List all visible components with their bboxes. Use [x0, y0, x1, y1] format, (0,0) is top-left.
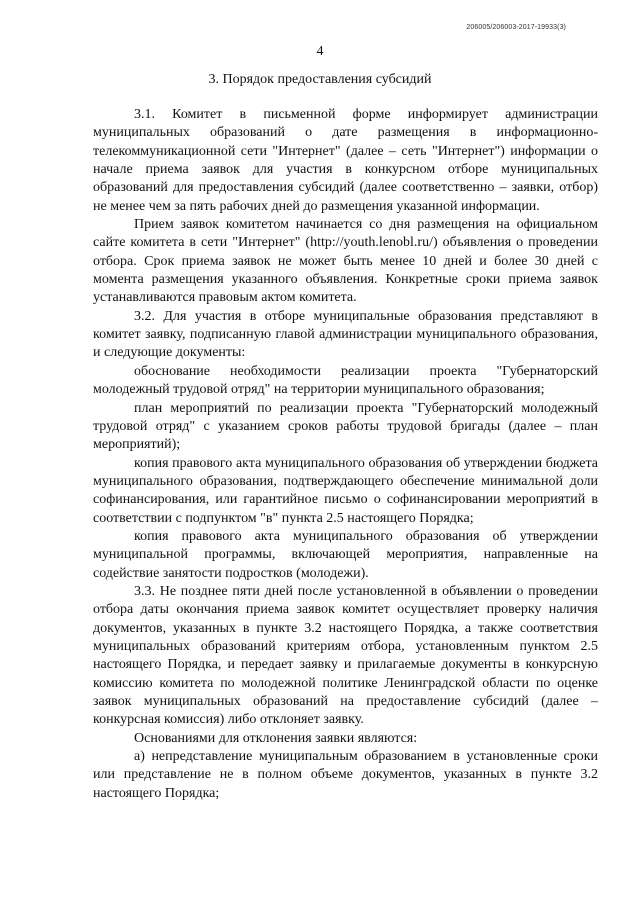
document-body [93, 106, 598, 803]
paragraph-budget-act: копия правового акта муниципального образования об утверждении бюджета муниципального образования, подтверждающего обеспечение минимальной доли софинансирования, или гарантийное письмо о софинансировании мероприятий в соответствии с подпунктом "в" пункта 2.5 настоящего Порядка; [93, 455, 598, 526]
paragraph-justification: обоснование необходимости реализации проекта "Губернаторский молодежный трудовой отряд" на территории муниципального образования; [93, 363, 598, 398]
paragraph-action-plan: план мероприятий по реализации проекта "Губернаторский молодежный трудовой отряд" с указанием сроков работы трудовой бригады (далее – план мероприятий); [93, 400, 598, 453]
document-code: 206005/206003-2017-19933(3) [466, 24, 566, 31]
paragraph-3-2: 3.2. Для участия в отборе муниципальные образования представляют в комитет заявку, подписанную главой администрации муниципального образования, и следующие документы: [93, 308, 598, 361]
paragraph-program-act: копия правового акта муниципального образования об утверждении муниципальной программы, включающей мероприятия, направленные на содействие занятости подростков (молодежи). [93, 528, 598, 581]
paragraph-rejection-a: а) непредставление муниципальным образованием в установленные сроки или представление не в полном объеме документов, указанных в пункте 3.2 настоящего Порядка; [93, 749, 598, 801]
page-number: 4 [316, 44, 324, 59]
paragraph-3-3: 3.3. Не позднее пяти дней после установленной в объявлении о проведении отбора даты окончания приема заявок комитет осуществляет проверку наличия документов, указанных в пункте 3.2 настоящего Порядка, а также соответствия муниципальных образований критериям отбора, установленным пунктом 2.5 настоящего Порядка, и передает заявку и прилагаемые документы в конкурсную комиссию комитета по молодежной политике Ленинградской области по оценке заявок муниципальных образований на предоставление субсидий (далее – конкурсная комиссия) либо отклоняет заявку. [93, 583, 598, 728]
paragraph-3-1: 3.1. Комитет в письменной форме информирует администрации муниципальных образований о дате размещения в информационно-телекоммуникационной сети "Интернет" (далее – сеть "Интернет") информации о начале приема заявок для участия в конкурсном отборе муниципальных образований для предоставления субсидий (далее соответственно – заявки, отбор) не менее чем за пять рабочих дней до размещения указанной информации. [93, 107, 598, 214]
paragraph-rejection-grounds: Основаниями для отклонения заявки являются: [134, 730, 418, 746]
paragraph-application-reception: Прием заявок комитетом начинается со дня размещения на официальном сайте комитета в сети "Интернет" (http://youth.lenobl.ru/) объявления о проведении отбора. Срок приема заявок не может быть менее 10 дней и более 30 дней с момента размещения указанного объявления. Конкретные сроки приема заявок устанавливаются правовым актом комитета. [93, 217, 598, 306]
section-title: 3. Порядок предоставления субсидий [208, 72, 432, 87]
